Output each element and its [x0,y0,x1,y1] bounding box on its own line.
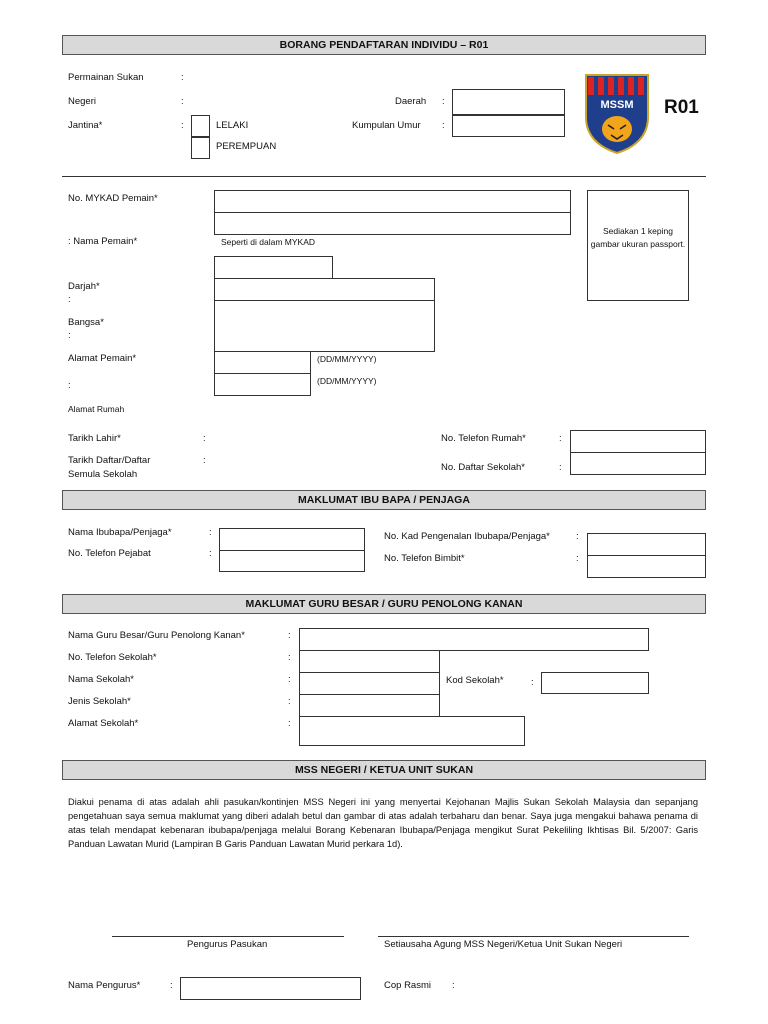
colon: : [181,72,184,83]
daftar-sekolah-field[interactable] [570,452,706,475]
kod-sekolah-field[interactable] [541,672,649,694]
school-section-title: MAKLUMAT GURU BESAR / GURU PENOLONG KANAN [245,598,523,610]
form-title: BORANG PENDAFTARAN INDIVIDU – R01 [279,39,489,51]
nama-pemain-label: : Nama Pemain* [68,236,138,247]
colon: : [170,980,173,991]
tarikh-daftar-label: Tarikh Daftar/Daftar [68,455,151,466]
colon: : [559,433,562,444]
colon: : [442,120,445,131]
photo-box[interactable] [587,190,689,301]
colon: : [68,294,71,305]
perempuan-label: PEREMPUAN [216,141,277,152]
alamat-rumah-label: Alamat Rumah [68,404,125,414]
tel-bimbit-label: No. Telefon Bimbit* [384,553,465,564]
colon: : [576,531,579,542]
declaration-text: Diakui penama di atas adalah ahli pasukan/kontinjen MSS Negeri ini yang menyertai Kejohanan Majlis Sukan Sekolah Malaysia dan sepanjang pengetahuan saya semua maklumat yang diberi adalah betul dan gambar di atas adalah terbaharu dan benar. Saya juga mengakui bahawa penama di atas telah mendapat kebenaran ibubapa/penjaga melalui Borang Kebenaran Ibubapa/Penjaga mengikut Surat Pekeliling Ikhtisas Bil. 5/2007: Garis Panduan Lawatan Murid (Lampiran B Garis Panduan Lawatan Murid perkara 1d). [68,797,698,849]
kod-sekolah-label: Kod Sekolah* [446,675,504,686]
tel-rumah-label: No. Telefon Rumah* [441,433,526,444]
nama-guru-label: Nama Guru Besar/Guru Penolong Kanan* [68,630,245,641]
form-title-bar [62,35,706,55]
jenis-sekolah-label: Jenis Sekolah* [68,696,131,707]
bangsa-field[interactable] [214,278,435,301]
tarikh-daftar-label-2: Semula Sekolah [68,469,138,480]
colon: : [531,677,534,688]
date-format-hint: (DD/MM/YYYY) [317,354,377,364]
logo-text: MSSM [600,99,634,111]
colon: : [576,553,579,564]
tel-rumah-field[interactable] [570,430,706,453]
colon: : [442,96,445,107]
tarikh-lahir-label: Tarikh Lahir* [68,433,121,444]
colon: : [203,433,206,444]
mykad-field[interactable] [214,190,571,213]
signature-line-setiausaha [378,936,689,937]
daerah-field[interactable] [452,89,565,115]
perempuan-checkbox[interactable] [191,137,210,159]
alamat-sekolah-label: Alamat Sekolah* [68,718,139,729]
alamat-sekolah-field[interactable] [299,716,525,746]
seperti-mykad-note: Seperti di dalam MYKAD [221,237,316,247]
permainan-sukan-label: Permainan Sukan [68,72,144,83]
colon: : [288,674,291,685]
tel-pejabat-field[interactable] [219,550,365,572]
parent-section-title: MAKLUMAT IBU BAPA / PENJAGA [298,494,470,506]
school-section-bar [62,594,706,614]
nama-sekolah-label: Nama Sekolah* [68,674,135,685]
nama-pemain-field[interactable] [214,212,571,235]
form-code: R01 [664,97,699,118]
colon: : [181,96,184,107]
mykad-label: No. MYKAD Pemain* [68,193,158,204]
tel-pejabat-label: No. Telefon Pejabat [68,548,151,559]
date-format-hint: (DD/MM/YYYY) [317,376,377,386]
colon: : [559,462,562,473]
nama-ibubapa-field[interactable] [219,528,365,551]
colon: : [209,548,212,559]
jenis-sekolah-field[interactable] [299,694,440,717]
darjah-label: Darjah* [68,281,100,292]
jantina-label: Jantina* [68,120,103,131]
tel-sekolah-field[interactable] [299,650,440,673]
tarikh-lahir-field[interactable] [214,351,311,374]
colon: : [68,380,71,391]
darjah-field[interactable] [214,256,333,279]
colon: : [203,455,206,466]
cop-rasmi-label: Cop Rasmi [384,980,431,991]
colon: : [288,718,291,729]
mssm-logo [584,73,650,155]
colon: : [181,120,184,131]
colon: : [209,527,212,538]
pengurus-pasukan-label: Pengurus Pasukan [187,939,268,950]
daftar-sekolah-label: No. Daftar Sekolah* [441,462,525,473]
kad-pengenalan-field[interactable] [587,533,706,556]
nama-pengurus-field[interactable] [180,977,361,1000]
colon: : [68,330,71,341]
colon: : [452,980,455,991]
colon: : [288,696,291,707]
kumpulan-umur-field[interactable] [452,115,565,137]
signature-line-pengurus [112,936,344,937]
setiausaha-label: Setiausaha Agung MSS Negeri/Ketua Unit Sukan Negeri [384,939,623,950]
nama-ibubapa-label: Nama Ibubapa/Penjaga* [68,527,172,538]
colon: : [288,652,291,663]
mss-section-title: MSS NEGERI / KETUA UNIT SUKAN [294,764,474,776]
daerah-label: Daerah [395,96,427,107]
lelaki-checkbox[interactable] [191,115,210,137]
kumpulan-umur-label: Kumpulan Umur [352,120,421,131]
lelaki-label: LELAKI [216,120,249,131]
section-divider [62,176,706,177]
parent-section-bar [62,490,706,510]
nama-sekolah-field[interactable] [299,672,440,695]
colon: : [288,630,291,641]
kad-pengenalan-label: No. Kad Pengenalan Ibubapa/Penjaga* [384,531,550,542]
nama-guru-field[interactable] [299,628,649,651]
negeri-label: Negeri [68,96,96,107]
alamat-pemain-field[interactable] [214,300,435,352]
tel-sekolah-label: No. Telefon Sekolah* [68,652,157,663]
alamat-pemain-label: Alamat Pemain* [68,353,137,364]
mss-section-bar [62,760,706,780]
bangsa-label: Bangsa* [68,317,104,328]
tel-bimbit-field[interactable] [587,555,706,578]
nama-pengurus-label: Nama Pengurus* [68,980,141,991]
tarikh-daftar-field[interactable] [214,373,311,396]
photo-note: Sediakan 1 keping gambar ukuran passport. [590,226,686,249]
